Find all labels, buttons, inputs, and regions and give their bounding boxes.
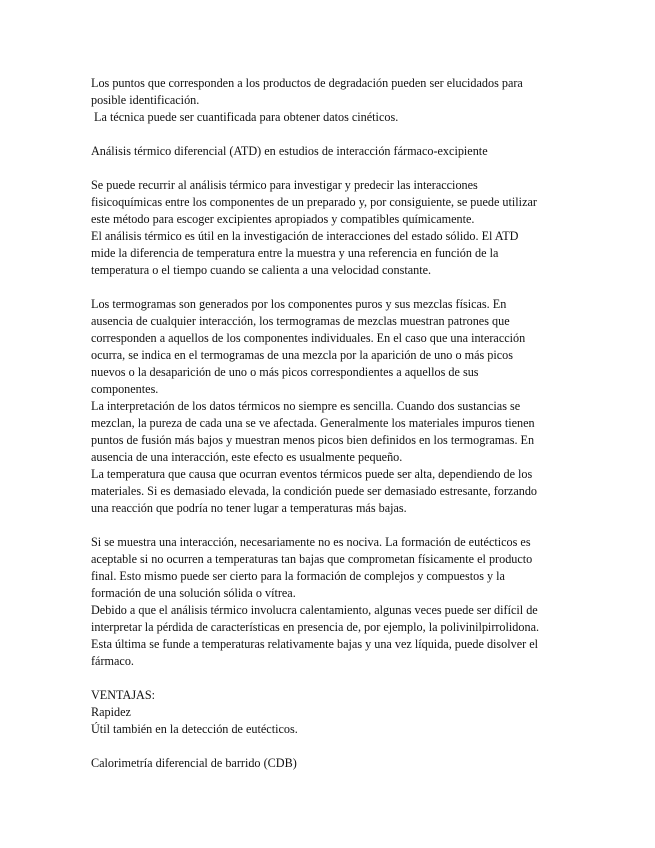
ventaja-item: Rapidez	[91, 705, 131, 719]
text-line: Esta última se funde a temperaturas relativamente bajas y una vez líquida, puede disolver el	[91, 637, 539, 651]
text-line: fisicoquímicas entre los componentes de un preparado y, por consiguiente, se puede utilizar	[91, 195, 537, 209]
text-line: formación de una solución sólida o vítrea.	[91, 586, 296, 600]
section-heading-cdb: Calorimetría diferencial de barrido (CDB)	[91, 756, 297, 770]
text-line: Los termogramas son generados por los componentes puros y sus mezclas físicas. En	[91, 297, 507, 311]
text-line: ausencia de una interacción, este efecto es usualmente pequeño.	[91, 450, 403, 464]
text-line: El análisis térmico es útil en la investigación de interacciones del estado sólido. El ATD	[91, 229, 519, 243]
text-line: final. Esto mismo puede ser cierto para la formación de complejos y compuestos y la	[91, 569, 505, 583]
text-line: ocurra, se indica en el termogramas de una mezcla por la aparición de uno o más picos	[91, 348, 513, 362]
blank-line	[91, 670, 571, 687]
text-line: ausencia de cualquier interacción, los termogramas de mezclas muestran patrones que	[91, 314, 510, 328]
blank-line	[91, 517, 571, 534]
document-page	[91, 75, 571, 772]
text-line: una reacción que podría no tener lugar a temperaturas más bajas.	[91, 501, 407, 515]
blank-line	[91, 126, 571, 143]
text-line: La técnica puede ser cuantificada para obtener datos cinéticos.	[91, 110, 399, 124]
text-line: corresponden a aquellos de los componentes individuales. En el caso que una interacción	[91, 331, 526, 345]
text-line: nuevos o la desaparición de uno o más picos correspondientes a aquellos de sus	[91, 365, 479, 379]
text-line: La interpretación de los datos térmicos no siempre es sencilla. Cuando dos sustancias se	[91, 399, 521, 413]
text-line: puntos de fusión más bajos y muestran menos picos bien definidos en los termogramas. En	[91, 433, 535, 447]
blank-line	[91, 738, 571, 755]
text-line: aceptable si no ocurren a temperaturas tan bajas que comprometan físicamente el producto	[91, 552, 533, 566]
text-line: componentes.	[91, 382, 159, 396]
text-line: mide la diferencia de temperatura entre la muestra y una referencia en función de la	[91, 246, 499, 260]
text-line: este método para escoger excipientes apropiados y compatibles químicamente.	[91, 212, 475, 226]
text-line: temperatura o el tiempo cuando se calienta a una velocidad constante.	[91, 263, 432, 277]
text-line: Si se muestra una interacción, necesariamente no es nociva. La formación de eutécticos es	[91, 535, 531, 549]
blank-line	[91, 279, 571, 296]
text-line: La temperatura que causa que ocurran eventos térmicos puede ser alta, dependiendo de los	[91, 467, 533, 481]
text-line: Se puede recurrir al análisis térmico para investigar y predecir las interacciones	[91, 178, 478, 192]
text-line: interpretar la pérdida de características en presencia de, por ejemplo, la polivinilpirrolidona.	[91, 620, 540, 634]
section-heading-atd: Análisis térmico diferencial (ATD) en estudios de interacción fármaco-excipiente	[91, 144, 488, 158]
text-line: Los puntos que corresponden a los productos de degradación pueden ser elucidados para	[91, 76, 523, 90]
text-line: materiales. Si es demasiado elevada, la condición puede ser demasiado estresante, forzando	[91, 484, 538, 498]
text-line: Debido a que el análisis térmico involucra calentamiento, algunas veces puede ser difícil de	[91, 603, 538, 617]
ventajas-heading: VENTAJAS:	[91, 688, 156, 702]
text-line: posible identificación.	[91, 93, 200, 107]
text-line: mezclan, la pureza de cada una se ve afectada. Generalmente los materiales impuros tienen	[91, 416, 535, 430]
ventaja-item: Útil también en la detección de eutécticos.	[91, 722, 298, 736]
text-line: fármaco.	[91, 654, 134, 668]
blank-line	[91, 160, 571, 177]
